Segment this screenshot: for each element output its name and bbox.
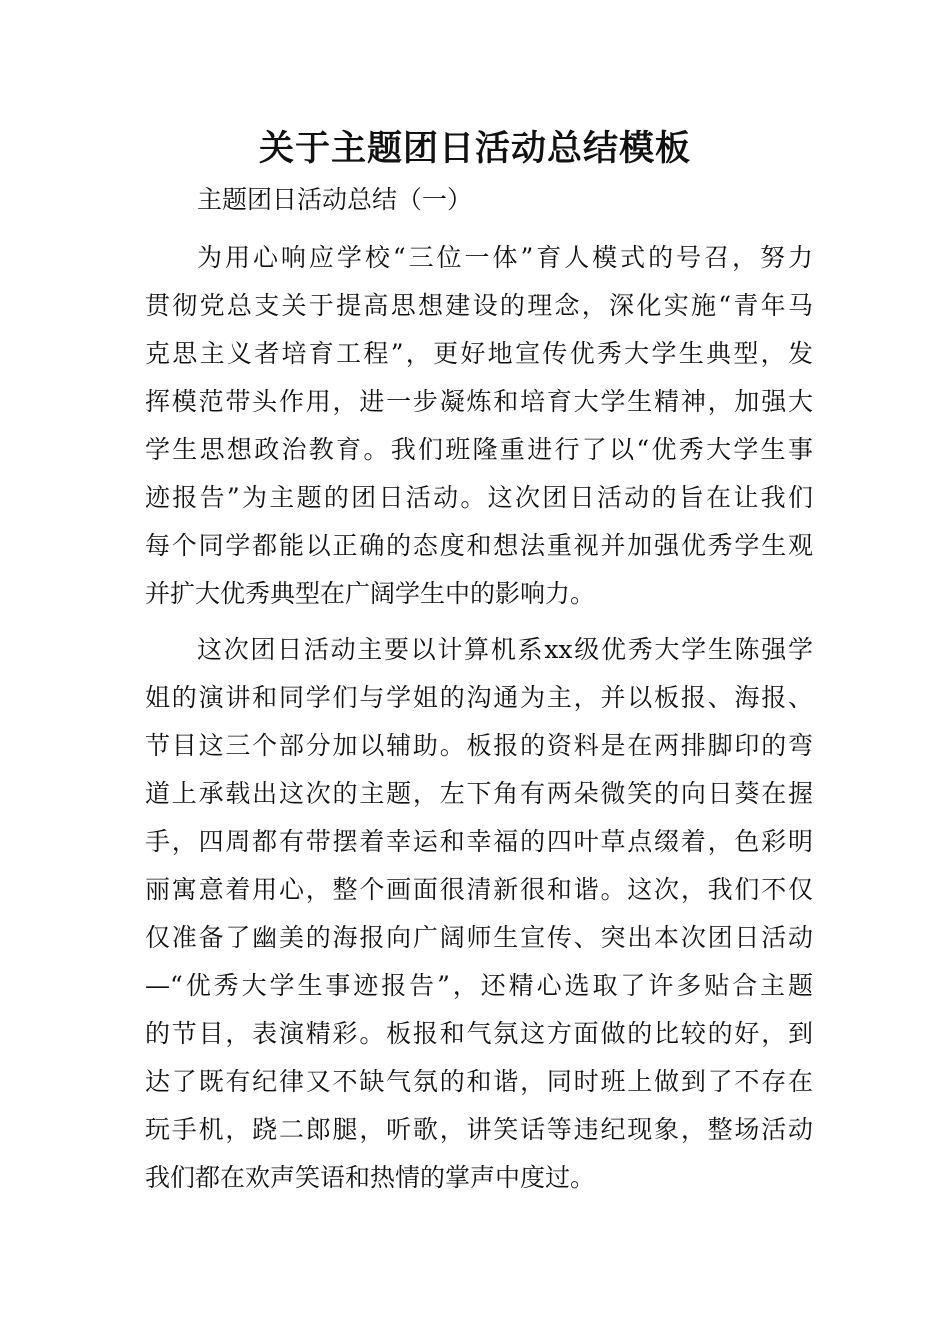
paragraph-line: 节目这三个部分加以辅助。板报的资料是在两排脚印的弯 bbox=[145, 731, 813, 760]
document-subtitle: 主题团日活动总结（一） bbox=[197, 185, 473, 214]
paragraph-line: 玩手机，跷二郎腿，听歌，讲笑话等违纪现象，整场活动 bbox=[145, 1115, 813, 1144]
paragraph-line: 姐的演讲和同学们与学姐的沟通为主，并以板报、海报、 bbox=[145, 683, 813, 712]
paragraph-line: 我们都在欢声笑语和热情的掌声中度过。 bbox=[145, 1163, 596, 1192]
paragraph-2 bbox=[145, 626, 813, 1202]
paragraph-line: 并扩大优秀典型在广阔学生中的影响力。 bbox=[145, 579, 596, 608]
document-title: 关于主题团日活动总结模板 bbox=[258, 129, 691, 169]
paragraph-line: 手，四周都有带摆着幸运和幸福的四叶草点缀着，色彩明 bbox=[145, 827, 813, 856]
paragraph-1 bbox=[145, 234, 813, 618]
paragraph-line: 挥模范带头作用，进一步凝炼和培育大学生精神，加强大 bbox=[145, 387, 813, 416]
document-body bbox=[145, 176, 813, 1202]
paragraph-line: 达了既有纪律又不缺气氛的和谐，同时班上做到了不存在 bbox=[145, 1067, 813, 1096]
paragraph-line: 道上承载出这次的主题，左下角有两朵微笑的向日葵在握 bbox=[145, 779, 813, 808]
paragraph-line: 这次团日活动主要以计算机系xx级优秀大学生陈强学 bbox=[197, 635, 813, 664]
paragraph-line: 学生思想政治教育。我们班隆重进行了以“优秀大学生事 bbox=[145, 435, 813, 464]
paragraph-line: 仅准备了幽美的海报向广阔师生宣传、突出本次团日活动 bbox=[145, 923, 813, 952]
paragraph-line: 为用心响应学校“三位一体”育人模式的号召，努力 bbox=[197, 243, 813, 272]
paragraph-line: 的节目，表演精彩。板报和气氛这方面做的比较的好，到 bbox=[145, 1019, 813, 1048]
paragraph-line: 贯彻党总支关于提高思想建设的理念，深化实施“青年马 bbox=[145, 291, 813, 320]
paragraph-line: 丽寓意着用心，整个画面很清新很和谐。这次，我们不仅 bbox=[145, 875, 813, 904]
paragraph-line: 每个同学都能以正确的态度和想法重视并加强优秀学生观 bbox=[145, 531, 813, 560]
paragraph-line: 克思主义者培育工程”，更好地宣传优秀大学生典型，发 bbox=[145, 339, 813, 368]
paragraph-line: 迹报告”为主题的团日活动。这次团日活动的旨在让我们 bbox=[145, 483, 813, 512]
paragraph-line: —“优秀大学生事迹报告”，还精心选取了许多贴合主题 bbox=[145, 971, 813, 1000]
